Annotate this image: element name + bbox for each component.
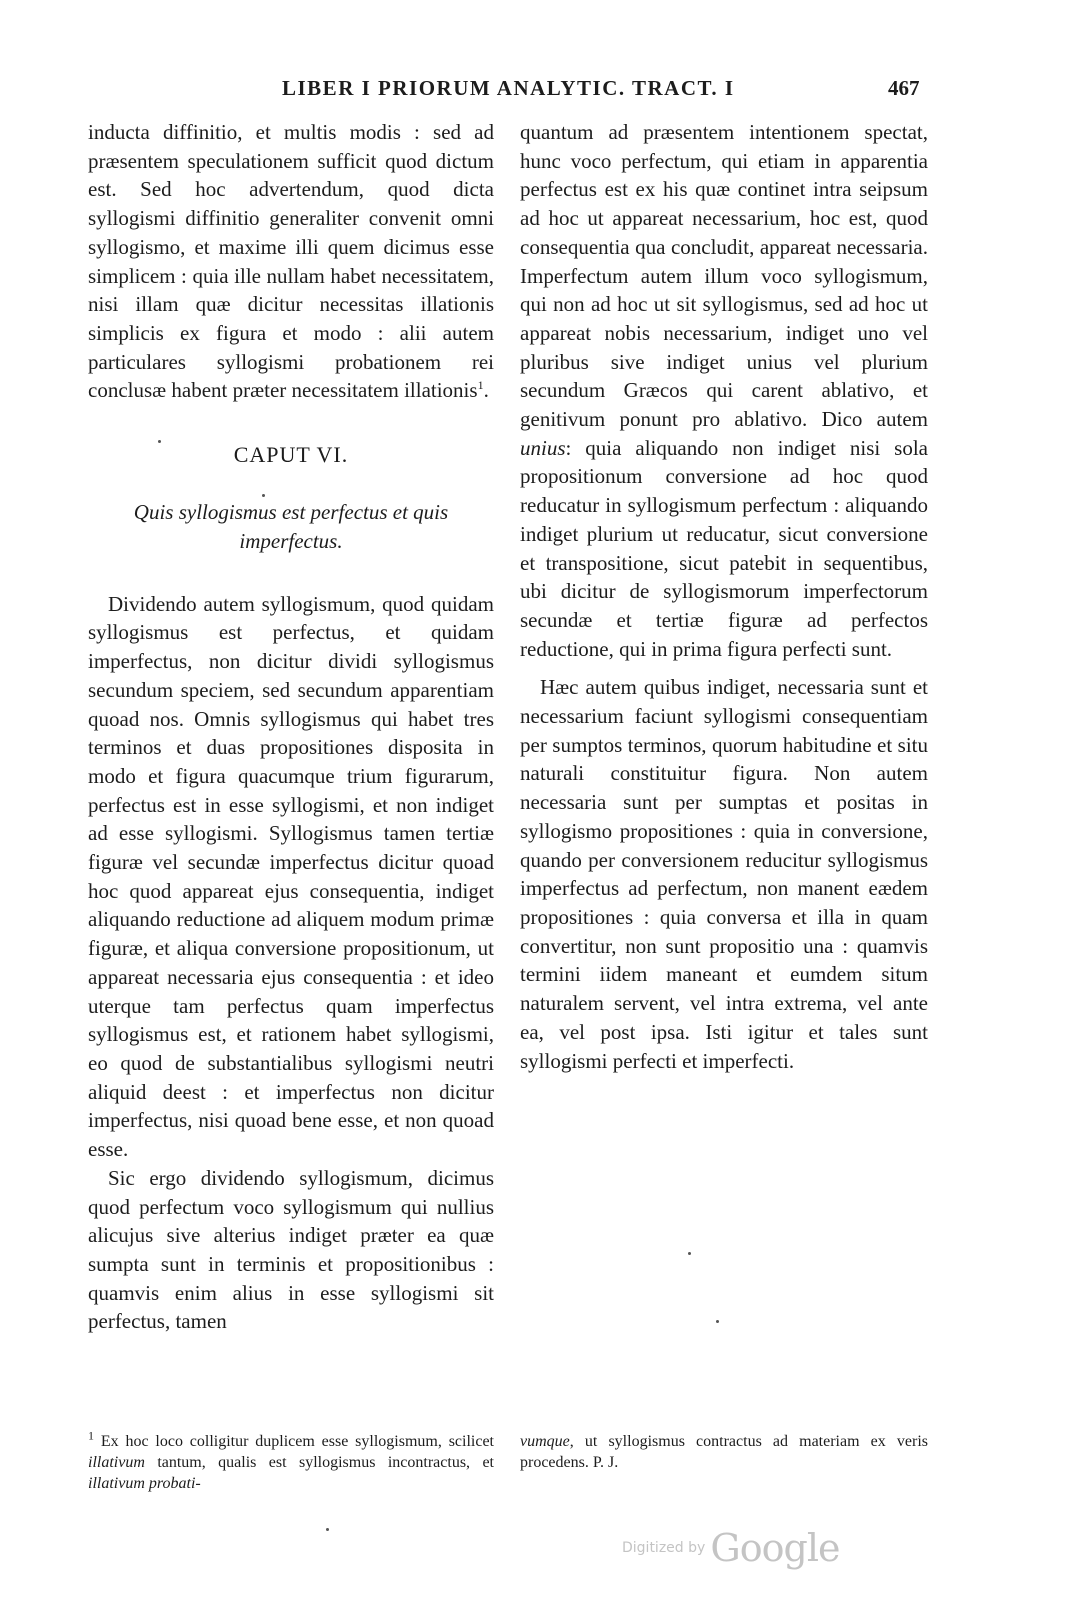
chapter-subtitle: Quis syllogismus est perfectus et quis imperfectus. xyxy=(133,499,449,553)
right-paragraph-2: Hæc autem quibus indiget, necessaria sunt et necessarium faciunt syllogismi consequentiam per sumptos terminos, quorum habitudine et situ naturali constituitur figura. Non autem necessaria sunt per sumptas et positas in syllogismo propositiones : quia in conversione, quando per conversionem reducitur syllogismus imperfectus ad perfectum, non manent eædem propositiones : quia conversa et illa in quam convertitur, non sunt propositio una : quamvis termini iidem maneant et eumdem situm naturalem servent, vel intra extrema, vel ante ea, vel post ipsa. Isti igitur et tales sunt syllogismi perfecti et imperfecti. xyxy=(520,675,928,1073)
footnote-text-c: , ut syllogismus contractus ad materiam ex veris procedens. P. J. xyxy=(520,1433,928,1471)
speck-dot xyxy=(326,1528,329,1531)
left-paragraph-3: Sic ergo dividendo syllogismum, dicimus quod perfectum voco syllogismum qui nullius alicujus sive alterius indiget præter ea quæ sumpta sunt in terminis et propositionibus : quamvis enim alius in esse syllogismi sit perfectus, tamen xyxy=(88,1165,494,1334)
right-paragraph-1 xyxy=(520,118,928,663)
digitized-watermark xyxy=(622,1526,839,1576)
footnote-italic-1: illativum xyxy=(88,1454,145,1471)
left-column xyxy=(88,118,494,1336)
speck-dot xyxy=(688,1252,691,1255)
left-paragraph-1 xyxy=(88,118,494,405)
footnote-text-a: Ex hoc loco colligitur duplicem esse syllogismum, scilicet xyxy=(100,1433,495,1450)
footnote-right xyxy=(520,1431,928,1473)
left-paragraph-1-end: . xyxy=(483,378,489,403)
right-paragraph-1-text-b: : quia aliquando non indiget nisi sola propositionum conversione ad hoc quod reducatur in syllogismum perfectum : aliquando indiget plurium ut reducatur, sicut conversione et transpositione, sicut patebit in sequentibus, ubi dicitur de syllogismorum imperfectorum secundæ et tertiæ figuræ ad perfectos reductione, qui in prima figura perfecti sunt. xyxy=(520,435,928,661)
right-paragraph-1-italic: unius xyxy=(520,435,566,460)
speck-dot xyxy=(158,440,161,443)
chapter-heading: CAPUT VI. xyxy=(233,442,349,468)
right-paragraph-1-text-a: quantum ad præsentem intentionem spectat, hunc voco perfectum, qui etiam in apparentia perfectus est ex his quæ continet intra seipsum ad hoc ut appareat necessarium, hoc est, quod consequentia qua concludit, appareat necessaria. Imperfectum autem illum voco syllogismum, qui non ad hoc ut sit syllogismus, sed ad hoc ut appareat nobis necessarium, indiget uno vel pluribus sive indiget unius vel plurium secundum Græcos qui carent ablativo, et genitivum ponunt pro ablativo. Dico autem xyxy=(520,120,928,432)
page-number: 467 xyxy=(888,76,920,100)
footnote-italic-2: illativum probati- xyxy=(88,1475,201,1492)
footnote-left xyxy=(88,1428,495,1494)
speck-dot xyxy=(716,1320,719,1323)
left-paragraph-2: Dividendo autem syllogismum, quod quidam syllogismus est perfectus, et quidam imperfectus, non dicitur dividi syllogismus secundum speciem, sed secundum apparentiam quoad nos. Omnis syllogismus qui habet tres terminos et duas propositiones disposita in modo et figura quacumque trium figurarum, perfectus est in esse syllogismi, et non indiget ad esse syllogismi. Syllogismus tamen tertiæ figuræ vel secundæ imperfectus dicitur quoad hoc quod appareat ejus consequentia, indiget aliquando reductione ad aliquem modum primæ figuræ, et aliqua conversione propositionum, ut appareat necessaria ejus consequentia : et ideo uterque tam perfectus quam imperfectus syllogismus est, et rationem habet syllogismi, eo quod de substantialibus syllogismi neutri aliquid deest : et imperfectus non dicitur imperfectus, nisi quoad bene esse, et non quoad esse. xyxy=(88,591,494,1162)
speck-dot xyxy=(262,494,265,497)
left-paragraph-1-text: inducta diffinitio, et multis modis : sed ad præsentem speculationem sufficit quod dictum est. Sed hoc advertendum, quod dicta syllogismi diffinitio generaliter convenit omni syllogismo, et maxime illi quem dicimus esse simplicem : quia ille nullam habet necessitatem, nisi illam quæ dicitur necessitas illationis simplicis ex figura et modo : alii autem particulares syllogismi probationem rei conclusæ habent præter necessitatem illationis xyxy=(88,120,494,403)
right-column xyxy=(520,118,928,1075)
footnote-text-b: tantum, qualis est syllogismus incontractus, et xyxy=(157,1454,495,1471)
footnote-mark: 1 xyxy=(477,378,484,393)
footnote-italic-3: vumque xyxy=(520,1433,570,1450)
footnote-number: 1 xyxy=(88,1428,94,1443)
page-header xyxy=(0,76,1077,106)
watermark-logo: Google xyxy=(710,1526,840,1570)
watermark-prefix: Digitized by xyxy=(622,1540,706,1556)
running-title: LIBER I PRIORUM ANALYTIC. TRACT. I xyxy=(282,76,735,100)
